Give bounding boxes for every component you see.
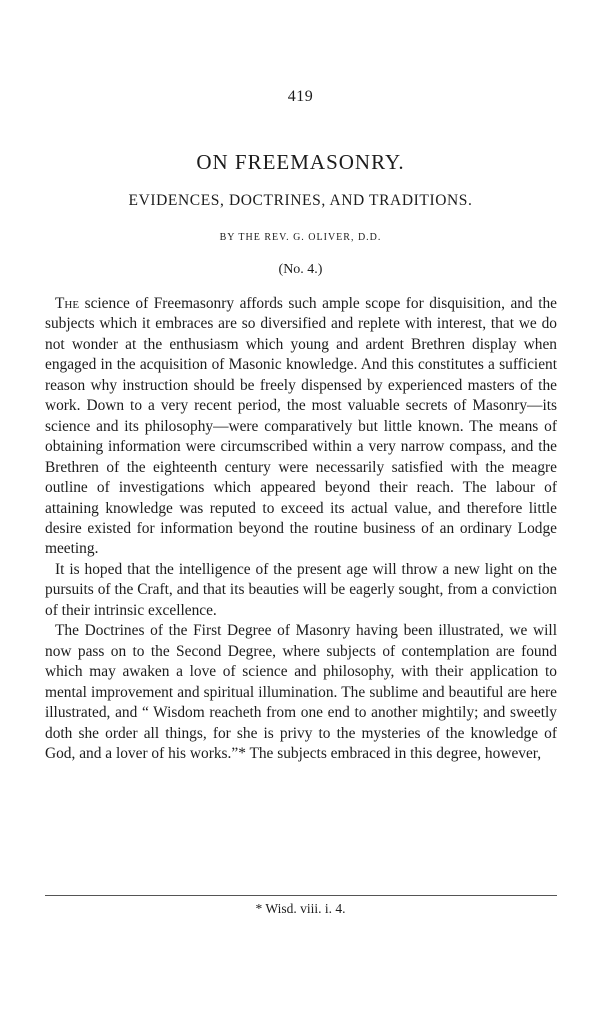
part-number: (No. 4.): [278, 262, 323, 277]
article-subtitle: EVIDENCES, DOCTRINES, AND TRADITIONS.: [128, 192, 473, 209]
footnote-divider: [45, 895, 557, 896]
article-body: [45, 294, 557, 764]
author-byline: BY THE REV. G. OLIVER, D.D.: [219, 232, 382, 243]
footnote: * Wisd. viii. i. 4.: [255, 901, 346, 916]
paragraph-1-lead: The: [55, 295, 80, 312]
article-title: ON FREEMASONRY.: [196, 150, 405, 174]
paragraph-1: [45, 294, 557, 560]
paragraph-2: It is hoped that the intelligence of the present age will throw a new light on the pursuits of the Craft, and that its beauties will be eagerly sought, from a conviction of their intrinsic excellence.: [45, 560, 557, 619]
paragraph-1-text: science of Freemasonry affords such ample scope for disquisition, and the subjects which it embraces are so diversified and replete with interest, that we do not wonder at the enthusiasm which young and ardent Brethren display when engaged in the acquisition of Masonic knowledge. And this constitutes a sufficient reason why instruction should be freely dispensed by experienced masters of the work. Down to a very recent period, the most valuable secrets of Masonry—its science and its philosophy—were comparatively but little known. The means of obtaining information were circumscribed within a very narrow compass, and the Brethren of the eighteenth century were necessarily satisfied with the meagre outline of investigations which appeared beyond their reach. The labour of attaining knowledge was reputed to exceed its actual value, and therefore little desire existed for information beyond the routine business of an ordinary Lodge meeting.: [45, 295, 557, 558]
page-number: 419: [287, 88, 314, 105]
paragraph-3: The Doctrines of the First Degree of Masonry having been illustrated, we will now pass on to the Second Degree, where subjects of contemplation are found which may awaken a love of science and philosophy, with their application to mental improvement and spiritual illumination. The sublime and beautiful are here illustrated, and “ Wisdom reacheth from one end to another mightily; and sweetly doth she order all things, for she is privy to the mysteries of the knowledge of God, and a lover of his works.”* The subjects embraced in this degree, however,: [45, 622, 557, 762]
